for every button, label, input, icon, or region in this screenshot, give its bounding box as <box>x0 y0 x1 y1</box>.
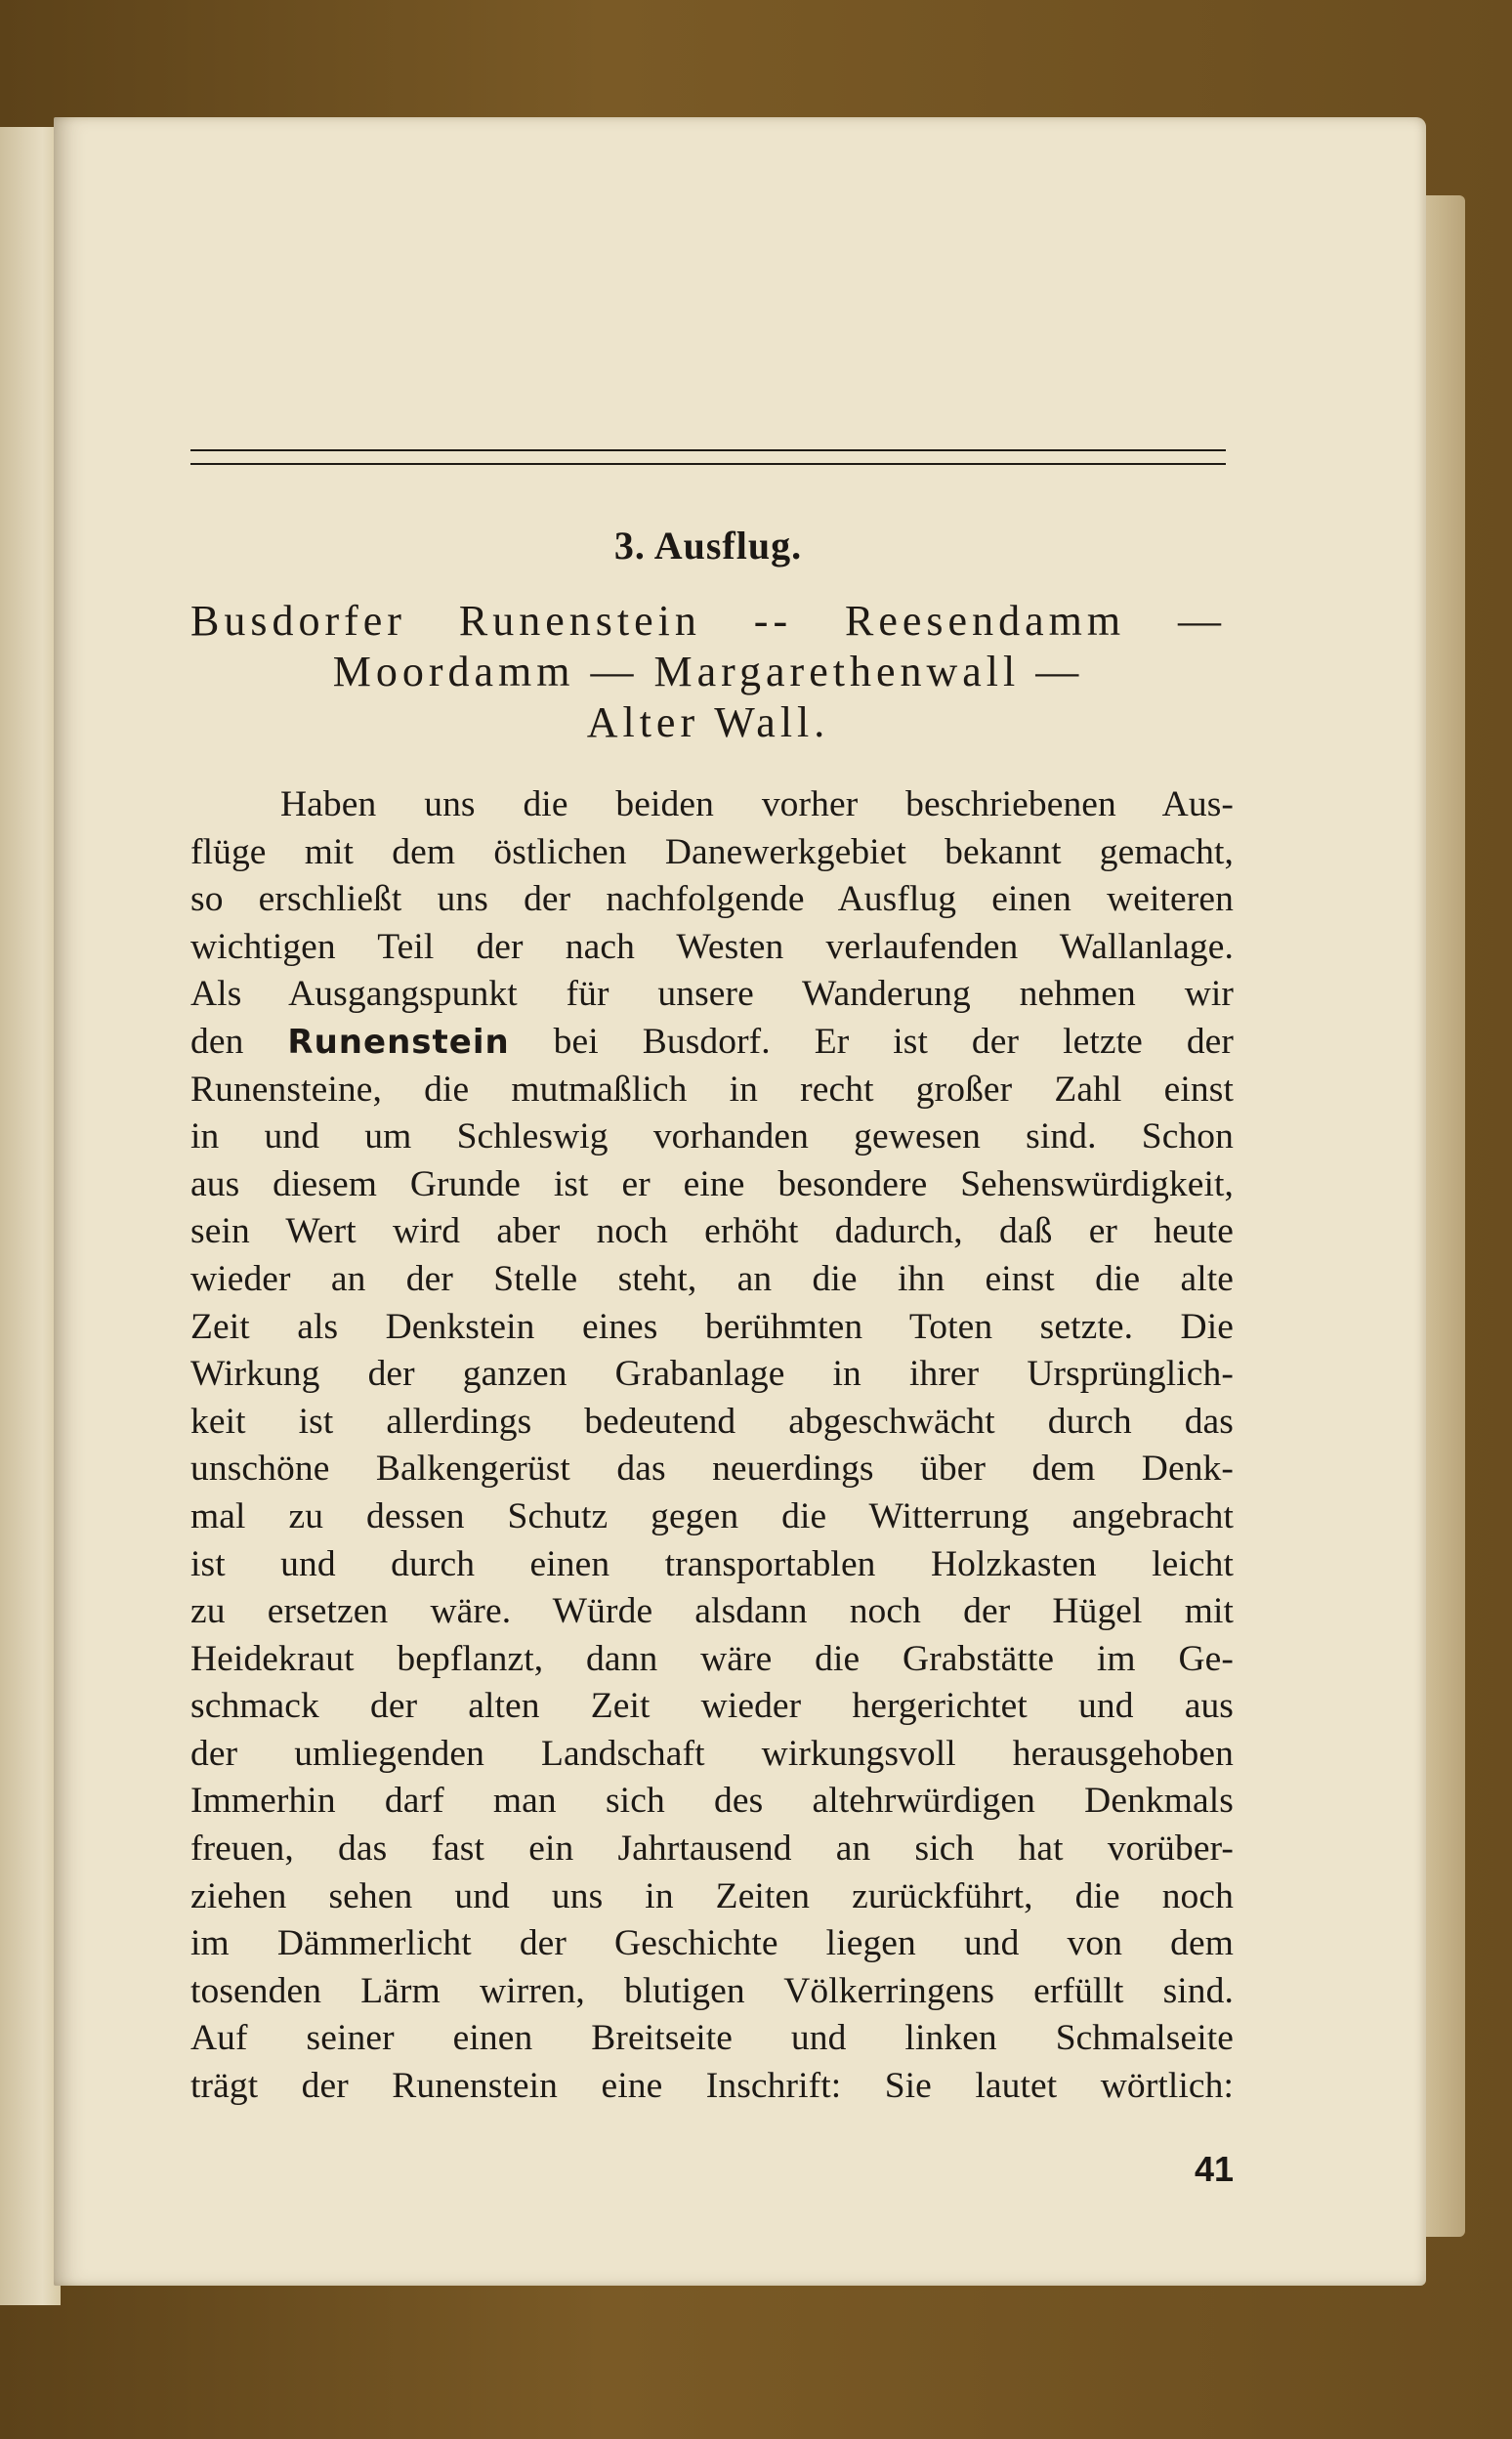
subtitle-line: Busdorfer Runenstein -- Reesendamm — <box>190 597 1226 645</box>
text-line: Auf seiner einen Breitseite und linken Schmalseite <box>190 2018 1234 2059</box>
body-paragraph <box>190 781 1234 2111</box>
facing-page-edge <box>0 127 61 2305</box>
subtitle-line: Moordamm — Margarethenwall — <box>332 648 1084 695</box>
text-line: Wirkung der ganzen Grabanlage in ihrer Ursprünglich- <box>190 1354 1234 1395</box>
text-line: tosenden Lärm wirren, blutigen Völkerringens erfüllt sind. <box>190 1970 1234 2011</box>
chapter-subtitle <box>190 596 1226 748</box>
book-page <box>54 117 1426 2286</box>
text-line: Heidekraut bepflanzt, dann wäre die Grabstätte im Ge- <box>190 1638 1234 1679</box>
emphasized-term: Runenstein <box>287 1022 510 1062</box>
text-line: Runensteine, die mutmaßlich in recht großer Zahl einst <box>190 1069 1234 1110</box>
text-line: Haben uns die beiden vorher beschriebenen Aus- <box>280 784 1234 824</box>
chapter-heading: 3. Ausflug. <box>613 524 803 568</box>
text-line: unschöne Balkengerüst das neuerdings über dem Denk- <box>190 1449 1234 1490</box>
text-line: trägt der Runenstein eine Inschrift: Sie lautet wörtlich: <box>190 2066 1234 2107</box>
header-rule-bottom <box>190 463 1226 465</box>
text-line: wichtigen Teil der nach Westen verlaufenden Wallanlage. <box>190 926 1234 967</box>
text-line: wieder an der Stelle steht, an die ihn einst die alte <box>190 1258 1234 1299</box>
text-line: sein Wert wird aber noch erhöht dadurch, daß er heute <box>190 1211 1234 1252</box>
text-line: aus diesem Grunde ist er eine besondere Sehenswürdigkeit, <box>190 1163 1234 1204</box>
text-line: Immerhin darf man sich des altehrwürdigen Denkmals <box>190 1781 1234 1822</box>
page-number: 41 <box>1195 2149 1235 2189</box>
text-line: in und um Schleswig vorhanden gewesen sind. Schon <box>190 1116 1234 1157</box>
text-line: im Dämmerlicht der Geschichte liegen und von dem <box>190 1923 1234 1964</box>
text-line: schmack der alten Zeit wieder hergerichtet und aus <box>190 1686 1234 1727</box>
header-rule-top <box>190 449 1226 451</box>
text-line: Zeit als Denkstein eines berühmten Toten setzte. Die <box>190 1306 1234 1347</box>
subtitle-line: Alter Wall. <box>586 698 830 746</box>
text-line: keit ist allerdings bedeutend abgeschwächt durch das <box>190 1401 1234 1442</box>
text-line: ist und durch einen transportablen Holzkasten leicht <box>190 1543 1234 1584</box>
text-line: der umliegenden Landschaft wirkungsvoll herausgehoben <box>190 1733 1234 1774</box>
text-line: so erschließt uns der nachfolgende Ausflug einen weiteren <box>190 879 1234 920</box>
text-line: freuen, das fast ein Jahrtausend an sich hat vorüber- <box>190 1829 1234 1870</box>
text-line: ziehen sehen und uns in Zeiten zurückführt, die noch <box>190 1875 1234 1916</box>
text-line: zu ersetzen wäre. Würde alsdann noch der Hügel mit <box>190 1591 1234 1632</box>
text-line: flüge mit dem östlichen Danewerkgebiet bekannt gemacht, <box>190 831 1234 872</box>
text-line: Als Ausgangspunkt für unsere Wanderung nehmen wir <box>190 974 1234 1015</box>
text-line <box>190 1019 1234 1067</box>
text-fragment: bei Busdorf. Er ist der letzte der <box>553 1021 1234 1062</box>
text-line: mal zu dessen Schutz gegen die Witterrung angebracht <box>190 1495 1234 1536</box>
text-fragment: den <box>190 1021 244 1062</box>
